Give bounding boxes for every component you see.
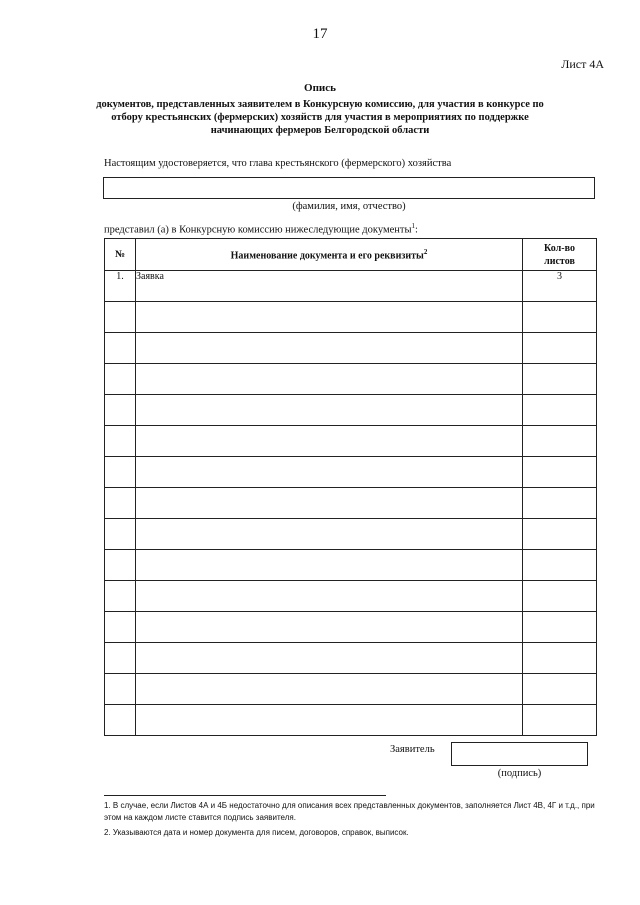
document-name-cell[interactable] (136, 488, 523, 519)
document-name-cell[interactable] (136, 302, 523, 333)
document-name-cell[interactable] (136, 426, 523, 457)
title-line-2: документов, представленных заявителем в Конкурсную комиссию, для участия в конкурсе по (96, 99, 544, 110)
documents-table (104, 238, 597, 736)
sheet-count-cell[interactable] (523, 643, 597, 674)
sheet-count-cell[interactable] (523, 550, 597, 581)
table-row (105, 705, 597, 736)
document-name-cell[interactable] (136, 612, 523, 643)
sheet-count-cell[interactable] (523, 581, 597, 612)
document-name-cell[interactable] (136, 581, 523, 612)
document-name-cell[interactable] (136, 457, 523, 488)
header-document-name (136, 239, 523, 271)
row-number-cell (105, 457, 136, 488)
title-line-4: начинающих фермеров Белгородской области (210, 125, 430, 136)
table-header-row (105, 239, 597, 271)
row-number-cell (105, 581, 136, 612)
document-name-cell[interactable] (136, 395, 523, 426)
header-sheet-count-line2: листов (544, 255, 575, 267)
row-number-cell (105, 612, 136, 643)
document-title (90, 82, 550, 137)
row-number-cell (105, 674, 136, 705)
row-number-cell (105, 519, 136, 550)
sheet-count-cell[interactable] (523, 395, 597, 426)
sheet-count-cell[interactable] (523, 333, 597, 364)
documents-table-body (105, 271, 597, 736)
table-row (105, 271, 597, 302)
document-name-cell[interactable] (136, 519, 523, 550)
row-number-cell (105, 302, 136, 333)
sheet-label: Лист 4А (561, 57, 604, 71)
sheet-count-cell[interactable] (523, 488, 597, 519)
title-line-3: отбору крестьянских (фермерских) хозяйств для участия в мероприятиях по поддержке (111, 112, 529, 123)
table-row (105, 426, 597, 457)
row-number-cell: 1. (105, 271, 136, 302)
header-document-name-text: Наименование документа и его реквизиты (230, 250, 424, 262)
table-row (105, 674, 597, 705)
sheet-count-cell[interactable] (523, 612, 597, 643)
sheet-count-cell[interactable]: 3 (523, 271, 597, 302)
document-name-cell[interactable] (136, 364, 523, 395)
footnotes (104, 800, 604, 842)
sheet-count-cell[interactable] (523, 705, 597, 736)
signature-caption: (подпись) (497, 768, 542, 779)
presented-colon: : (415, 224, 418, 236)
document-name-cell[interactable] (136, 705, 523, 736)
signature-field[interactable] (451, 742, 588, 766)
applicant-label: Заявитель (390, 744, 435, 755)
header-sheet-count (523, 239, 597, 271)
table-row (105, 395, 597, 426)
sheet-count-cell[interactable] (523, 519, 597, 550)
row-number-cell (105, 488, 136, 519)
table-row (105, 550, 597, 581)
presented-text (104, 222, 418, 236)
full-name-field[interactable] (103, 177, 595, 199)
row-number-cell (105, 364, 136, 395)
page-number: 17 (312, 26, 328, 42)
full-name-caption: (фамилия, имя, отчество) (292, 201, 406, 212)
sheet-count-cell[interactable] (523, 364, 597, 395)
certify-text: Настоящим удостоверяется, что глава крестьянского (фермерского) хозяйства (104, 158, 452, 169)
table-row (105, 519, 597, 550)
presented-text-body: представил (а) в Конкурсную комиссию нижеследующие документы (104, 224, 412, 236)
row-number-cell (105, 426, 136, 457)
row-number-cell (105, 643, 136, 674)
document-name-cell[interactable] (136, 674, 523, 705)
row-number-cell (105, 333, 136, 364)
footnote-mark-1: 1 (411, 222, 416, 230)
table-row (105, 457, 597, 488)
table-row (105, 581, 597, 612)
footnote-1: 1. В случае, если Листов 4А и 4Б недостаточно для описания всех представленных документов, заполняется Лист 4В, 4Г и т.д., при этом на каждом листе ставится подпись заявителя. (104, 801, 595, 822)
sheet-count-cell[interactable] (523, 426, 597, 457)
row-number-cell (105, 705, 136, 736)
table-row (105, 302, 597, 333)
table-row (105, 333, 597, 364)
document-name-cell[interactable] (136, 550, 523, 581)
table-row (105, 488, 597, 519)
sheet-count-cell[interactable] (523, 302, 597, 333)
document-name-cell[interactable] (136, 333, 523, 364)
table-row (105, 643, 597, 674)
footnote-divider (104, 795, 386, 796)
footnote-2: 2. Указываются дата и номер документа для писем, договоров, справок, выписок. (104, 828, 409, 837)
sheet-count-cell[interactable] (523, 674, 597, 705)
header-number: № (105, 239, 136, 271)
header-sheet-count-line1: Кол-во (544, 242, 575, 254)
row-number-cell (105, 395, 136, 426)
footnote-mark-2: 2 (423, 248, 428, 257)
title-line-1: Опись (304, 82, 336, 94)
document-name-cell[interactable] (136, 643, 523, 674)
row-number-cell (105, 550, 136, 581)
table-row (105, 612, 597, 643)
document-name-cell[interactable]: Заявка (136, 271, 523, 302)
table-row (105, 364, 597, 395)
sheet-count-cell[interactable] (523, 457, 597, 488)
